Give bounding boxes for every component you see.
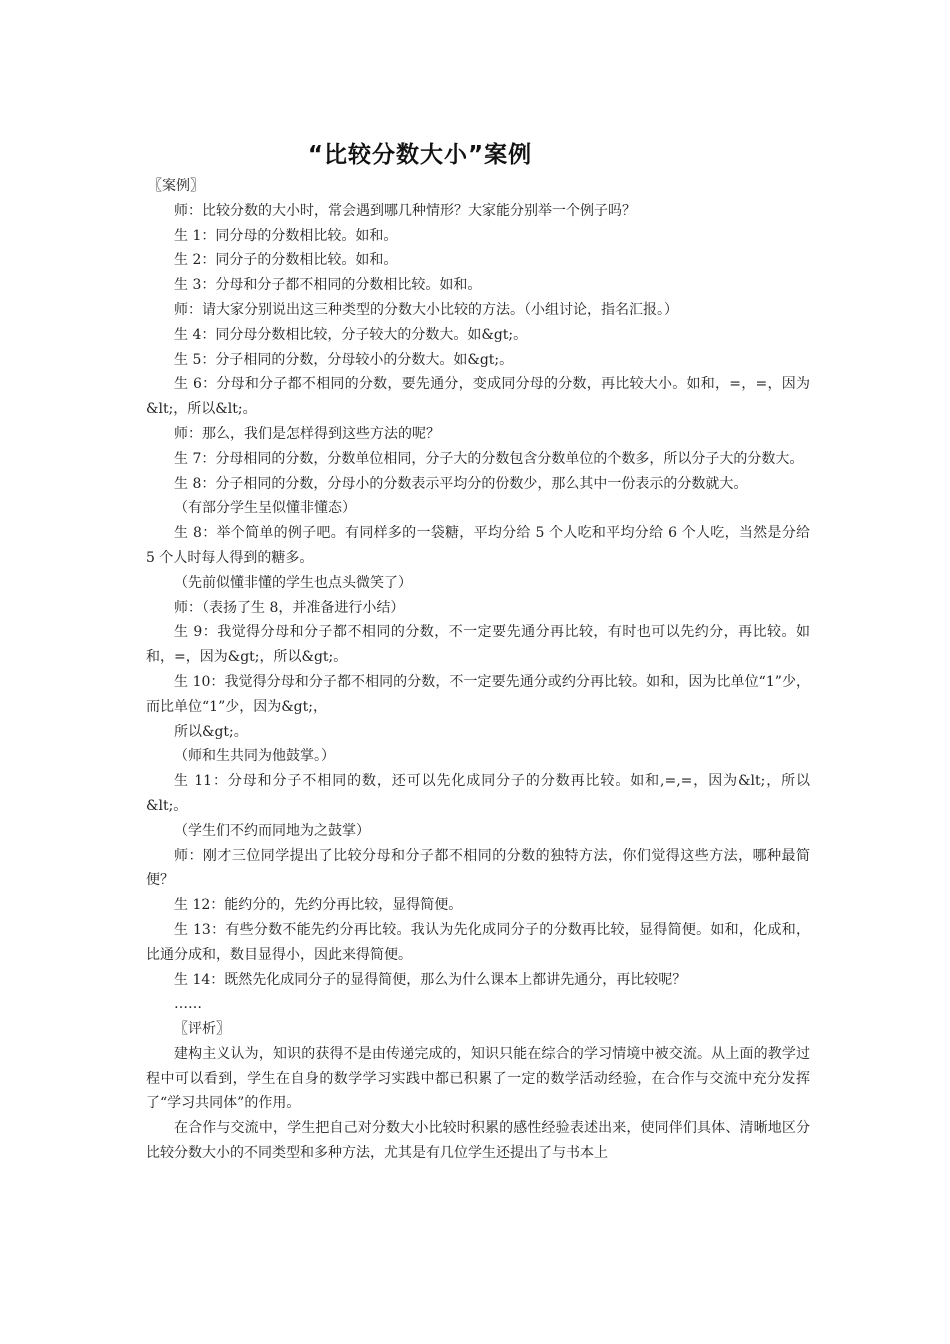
paragraph: 生 10：我觉得分母和分子都不相同的分数，不一定要先通分或约分再比较。如和，因为比单位“1”少，而比单位“1”少，因为&gt;， xyxy=(146,673,810,715)
paragraph: 生 6：分母和分子都不相同的分数，要先通分，变成同分母的分数，再比较大小。如和，=，=，因为&lt;，所以&lt;。 xyxy=(146,376,810,418)
paragraph: 生 13：有些分数不能先约分再比较。我认为先化成同分子的分数再比较，显得简便。如和，化成和，比通分成和，数目显得小，因此来得简便。 xyxy=(146,921,810,963)
paragraph: （有部分学生呈似懂非懂态） xyxy=(174,500,356,517)
paragraph: 生 8：举个简单的例子吧。有同样多的一袋糖，平均分给 5 个人吃和平均分给 6 个人吃，当然是分给 5 个人时每人得到的糖多。 xyxy=(146,525,810,566)
paragraph: 师：请大家分别说出这三种类型的分数大小比较的方法。（小组讨论，指名汇报。） xyxy=(174,301,678,318)
paragraph: （学生们不约而同地为之鼓掌） xyxy=(174,822,370,839)
paragraph: 生 8：分子相同的分数，分母小的分数表示平均分的份数少，那么其中一份表示的分数就大。 xyxy=(174,475,748,492)
paragraph: （师和生共同为他鼓掌。） xyxy=(174,748,335,765)
section-label-comment: 〖评析〗 xyxy=(174,1021,230,1038)
paragraph: 师：比较分数的大小时，常会遇到哪几种情形？大家能分别举一个例子吗？ xyxy=(174,202,636,219)
paragraph: 生 11：分母和分子不相同的数，还可以先化成同分子的分数再比较。如和,=,=，因为&lt;，所以&lt;。 xyxy=(146,773,810,814)
paragraph: 所以&gt;。 xyxy=(174,723,248,740)
paragraph: （先前似懂非懂的学生也点头微笑了） xyxy=(174,574,412,591)
document-title: “比较分数大小”案例 xyxy=(307,142,533,168)
paragraph: 师：（表扬了生 8，并准备进行小结） xyxy=(174,599,405,616)
comment-paragraph: 建构主义认为，知识的获得不是由传递完成的，知识只能在综合的学习情境中被交流。从上面的教学过程中可以看到，学生在自身的数学学习实践中都已积累了一定的数学活动经验，在合作与交流中充分发挥了“学习共同体”的作用。 xyxy=(146,1045,810,1112)
paragraph: 生 4：同分母分数相比较，分子较大的分数大。如&gt;。 xyxy=(174,326,528,343)
paragraph: 师：刚才三位同学提出了比较分母和分子都不相同的分数的独特方法，你们觉得这些方法，哪种最简便？ xyxy=(146,847,810,889)
paragraph: 生 1：同分母的分数相比较。如和。 xyxy=(174,227,398,244)
paragraph: 生 2：同分子的分数相比较。如和。 xyxy=(174,252,398,269)
paragraph: 生 9：我觉得分母和分子都不相同的分数，不一定要先通分再比较，有时也可以先约分，再比较。如和，=，因为&gt;，所以&gt;。 xyxy=(146,624,810,666)
document-body xyxy=(146,174,810,1166)
comment-paragraph: 在合作与交流中，学生把自己对分数大小比较时积累的感性经验表述出来，使同伴们具体、清晰地区分比较分数大小的不同类型和多种方法，尤其是有几位学生还提出了与书本上 xyxy=(146,1120,810,1162)
paragraph: 师：那么，我们是怎样得到这些方法的呢？ xyxy=(174,425,440,442)
paragraph: 生 14：既然先化成同分子的显得简便，那么为什么课本上都讲先通分，再比较呢？ xyxy=(174,971,687,988)
section-label-case: 〖案例〗 xyxy=(148,178,204,194)
paragraph: 生 3：分母和分子都不相同的分数相比较。如和。 xyxy=(174,277,482,294)
paragraph: 生 7：分母相同的分数，分数单位相同，分子大的分数包含分数单位的个数多，所以分子大的分数大。 xyxy=(174,450,804,467)
ellipsis: …… xyxy=(174,996,202,1013)
paragraph: 生 12：能约分的，先约分再比较，显得简便。 xyxy=(174,897,463,914)
paragraph: 生 5：分子相同的分数，分母较小的分数大。如&gt;。 xyxy=(174,351,514,368)
